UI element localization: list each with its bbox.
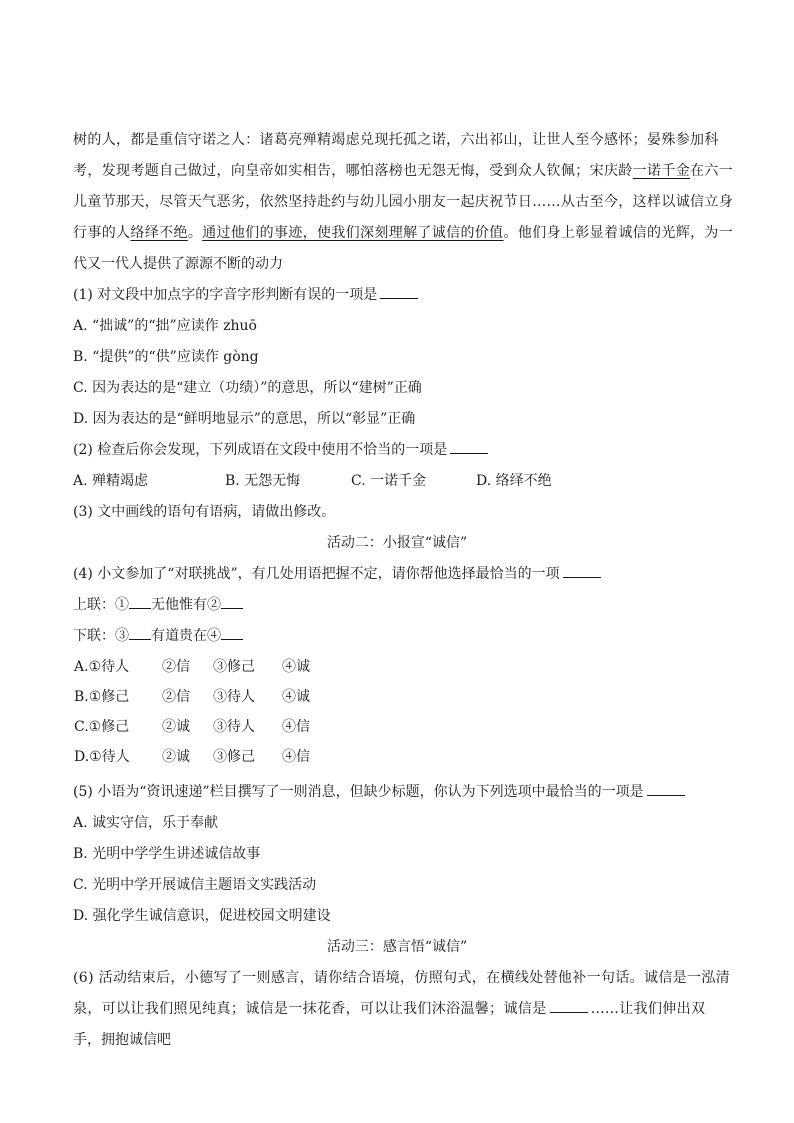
underlined-sentence: 通过他们的事迹，使我们深刻理解了诚信的价值 <box>202 225 504 241</box>
question-1-option-d: D. 因为表达的是“鲜明地显示”的意思，所以“彰显”正确 <box>73 411 416 427</box>
question-3-stem: (3) 文中画线的语句有语病，请做出修改。 <box>73 504 336 520</box>
question-4-stem <box>73 564 601 584</box>
question-2-option-d: D. 络绎不绝 <box>476 473 552 489</box>
option-cell: C.①修己 <box>74 719 130 735</box>
question-2-option-b: B. 无怨无悔 <box>225 473 301 489</box>
passage-line-1: 树的人，都是重信守诺之人：诸葛亮殚精竭虑兑现托孤之诺，六出祁山，让世人至今感怀；晏殊参加科 <box>73 132 719 148</box>
option-cell: ③待人 <box>213 719 255 735</box>
question-1-option-b: B. “提供”的“供”应读作 gòng <box>73 349 259 365</box>
passage-text: 在六一 <box>690 163 734 179</box>
option-cell: ③修己 <box>213 749 255 765</box>
question-4-option-b <box>74 687 310 707</box>
couplet-blank[interactable] <box>221 596 243 609</box>
question-2-option-c: C. 一诺千金 <box>351 473 427 489</box>
underlined-idiom: 一诺千金 <box>632 163 691 179</box>
question-1-stem <box>73 285 418 305</box>
option-cell: ③修己 <box>213 659 255 675</box>
question-5-option-d: D. 强化学生诚信意识，促进校园文明建设 <box>73 908 331 924</box>
question-text: (1) 对文段中加点字的字音字形判断有误的一项是 <box>73 287 378 303</box>
question-4-option-a <box>74 657 310 677</box>
question-6-line-3: 手，拥抱诚信吧 <box>73 1032 171 1048</box>
question-5-stem <box>73 782 685 802</box>
passage-line-3: 儿童节那天，尽管天气恶劣，依然坚持赴约与幼儿园小朋友一起庆祝节日……从古至今，这样以诚信立身 <box>73 194 734 210</box>
option-cell: A.①待人 <box>74 659 130 675</box>
option-cell: ②信 <box>162 689 190 705</box>
activity-2-heading: 活动二：小报宣“诚信” <box>326 535 468 551</box>
question-text: ……让我们伸出双 <box>590 1001 706 1017</box>
passage-line-4 <box>73 223 733 243</box>
option-cell: ②诚 <box>162 749 190 765</box>
answer-blank[interactable] <box>380 286 418 299</box>
question-5-option-c: C. 光明中学开展诚信主题语文实践活动 <box>73 877 317 893</box>
question-5-option-a: A. 诚实守信，乐于奉献 <box>73 815 219 831</box>
option-cell: ③待人 <box>213 689 255 705</box>
couplet-text: 有道贵在④ <box>151 628 221 644</box>
question-text: 泉，可以让我们照见纯真；诚信是一抹花香，可以让我们沐浴温馨；诚信是 <box>73 1001 547 1017</box>
option-cell: D.①待人 <box>74 749 130 765</box>
couplet-text: 上联：① <box>73 597 129 613</box>
question-text: (4) 小文参加了“对联挑战”，有几处用语把握不定，请你帮他选择最恰当的一项 <box>73 566 560 582</box>
couplet-lower <box>73 626 243 646</box>
option-cell: ④信 <box>282 749 310 765</box>
question-text: (5) 小语为“资讯速递”栏目撰写了一则消息，但缺少标题，你认为下列选项中最恰当的一项是 <box>73 784 644 800</box>
question-5-option-b: B. 光明中学学生讲述诚信故事 <box>73 846 261 862</box>
passage-text: 。他们身上彰显着诚信的光辉，为一 <box>503 225 734 241</box>
answer-blank[interactable] <box>550 1000 588 1013</box>
option-cell: ④信 <box>282 719 310 735</box>
question-6-line-1: (6) 活动结束后，小德写了一则感言，请你结合语境，仿照句式，在横线处替他补一句话。诚信是一泓清 <box>73 970 731 986</box>
question-text: (2) 检查后你会发现，下列成语在文段中使用不恰当的一项是 <box>73 442 448 458</box>
question-4-option-c <box>74 717 310 737</box>
option-cell: ④诚 <box>282 689 310 705</box>
couplet-text: 下联：③ <box>73 628 129 644</box>
question-1-option-c: C. 因为表达的是“建立（功绩）”的意思，所以“建树”正确 <box>73 380 422 396</box>
couplet-upper <box>73 595 243 615</box>
couplet-text: 无他惟有② <box>151 597 221 613</box>
option-cell: ②信 <box>162 659 190 675</box>
answer-blank[interactable] <box>563 565 601 578</box>
option-cell: ④诚 <box>282 659 310 675</box>
question-6-line-2 <box>73 999 705 1019</box>
passage-text: 行事的人 <box>73 225 131 241</box>
passage-text: 考，发现考题自己做过，向皇帝如实相告，哪怕落榜也无怨无悔，受到众人钦佩；宋庆龄 <box>73 163 633 179</box>
question-2-option-a: A. 殚精竭虑 <box>73 473 149 489</box>
passage-text: 。 <box>187 225 203 241</box>
option-cell: ②诚 <box>162 719 190 735</box>
question-4-option-d <box>74 747 310 767</box>
question-2-options <box>73 471 552 491</box>
option-cell: B.①修己 <box>74 689 130 705</box>
question-1-option-a: A. “拙诚”的“拙”应读作 zhuō <box>73 318 257 334</box>
answer-blank[interactable] <box>647 783 685 796</box>
passage-line-5: 代又一代人提供了源源不断的动力 <box>73 256 283 272</box>
question-2-stem <box>73 440 488 460</box>
couplet-blank[interactable] <box>221 627 243 640</box>
underlined-idiom: 络绎不绝 <box>130 225 188 241</box>
activity-3-heading: 活动三：感言悟“诚信” <box>326 939 468 955</box>
couplet-blank[interactable] <box>129 596 151 609</box>
passage-line-2 <box>73 161 733 181</box>
answer-blank[interactable] <box>450 441 488 454</box>
couplet-blank[interactable] <box>129 627 151 640</box>
